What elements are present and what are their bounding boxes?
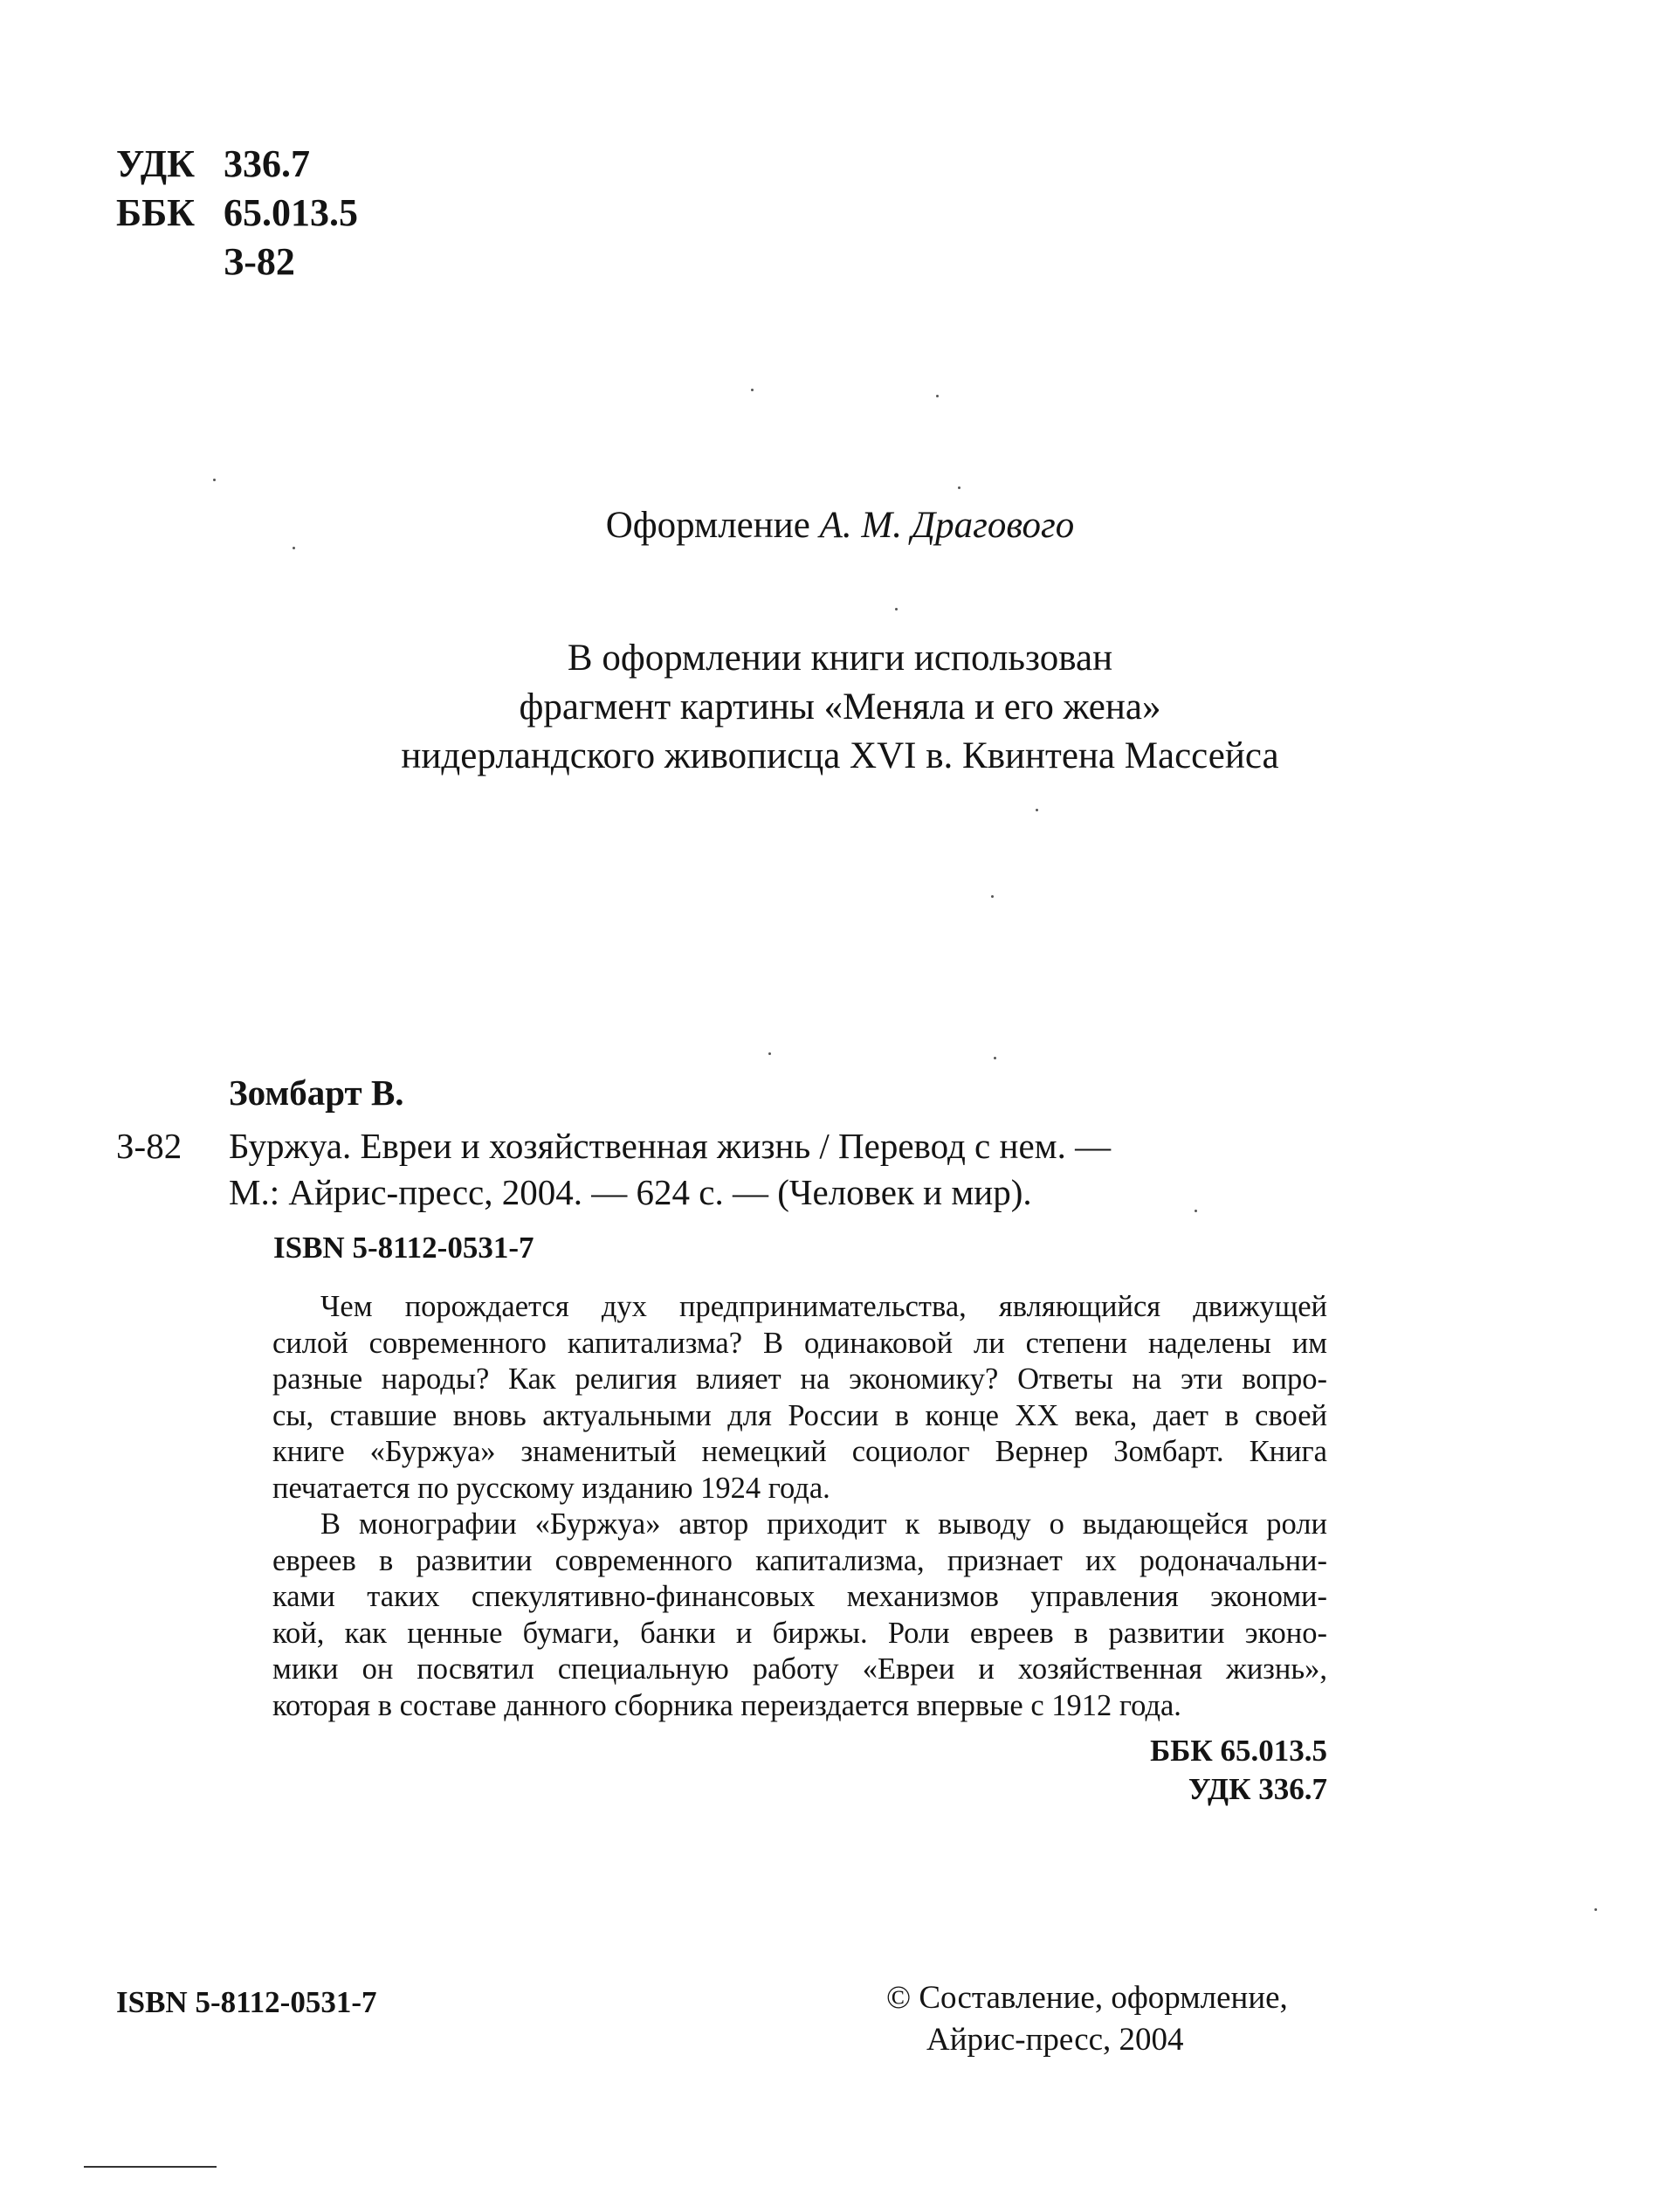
copyright-notice <box>886 1977 1288 2061</box>
author-sign: З-82 <box>224 240 295 283</box>
bbk-label: ББК <box>116 191 196 234</box>
scan-speck <box>994 1057 996 1059</box>
author-sign-row <box>116 238 358 286</box>
bbk-code: ББК 65.013.5 <box>1150 1734 1327 1768</box>
catalog-code: З-82 <box>116 1126 182 1166</box>
footer-rule <box>84 2166 217 2168</box>
scan-speck <box>895 608 898 610</box>
annotation-line: Чем порождается дух предпринимательства, являющийся движущей <box>320 1290 1327 1323</box>
scan-speck <box>1594 1908 1597 1911</box>
annotation-line: разные народы? Как религия влияет на экономику? Ответы на эти вопро- <box>272 1362 1327 1396</box>
scan-speck <box>213 479 216 481</box>
cover-note-line: В оформлении книги использован <box>567 638 1113 679</box>
codes-right <box>1150 1732 1327 1809</box>
udk-label: УДК <box>116 142 196 185</box>
annotation-line: евреев в развитии современного капитализма, признает их родоначальни- <box>272 1543 1327 1577</box>
udk-row <box>116 140 358 189</box>
scan-speck <box>751 389 754 391</box>
scan-speck <box>1036 809 1038 811</box>
annotation-line: В монографии «Буржуа» автор приходит к выводу о выдающейся роли <box>320 1507 1327 1541</box>
annotation-line: кой, как ценные бумаги, банки и биржы. Роли евреев в развитии эконо- <box>272 1616 1327 1650</box>
udk-value: 336.7 <box>224 142 310 185</box>
scan-speck <box>768 1052 771 1055</box>
bbk-value: 65.013.5 <box>224 191 358 234</box>
scan-speck <box>958 486 960 489</box>
design-credit <box>0 502 1680 549</box>
design-credit-prefix: Оформление <box>605 505 810 546</box>
annotation-line: сы, ставшие вновь актуальными для России в конце XX века, дает в своей <box>272 1398 1327 1432</box>
design-credit-name: А. М. Драговогo <box>819 505 1075 546</box>
copyright-line: Айрис-пресс, 2004 <box>926 2022 1184 2058</box>
cover-note <box>0 634 1680 781</box>
bib-title-line: Буржуа. Евреи и хозяйственная жизнь / Перевод с нем. — <box>229 1126 1112 1166</box>
scan-speck <box>936 395 939 397</box>
annotation-line: печатается по русскому изданию 1924 года. <box>272 1471 830 1505</box>
annotation <box>272 1289 1327 1724</box>
isbn-entry: ISBN 5-8112-0531-7 <box>273 1231 534 1265</box>
bbk-row <box>116 189 358 238</box>
scan-speck <box>991 895 994 898</box>
author-heading: Зомбарт В. <box>229 1072 404 1113</box>
cover-note-line: фрагмент картины «Меняла и его жена» <box>519 686 1161 728</box>
annotation-line: мики он посвятил специальную работу «Евреи и хозяйственная жизнь», <box>272 1652 1327 1686</box>
annotation-line: которая в составе данного сборника переиздается впервые с 1912 года. <box>272 1688 1181 1722</box>
annotation-line: силой современного капитализма? В одинаковой ли степени наделены им <box>272 1326 1327 1360</box>
classification-block <box>116 140 358 286</box>
bib-imprint-line: М.: Айрис-пресс, 2004. — 624 с. — (Человек и мир). <box>229 1172 1032 1212</box>
annotation-line: книге «Буржуа» знаменитый немецкий социолог Вернер Зомбарт. Книга <box>272 1435 1327 1468</box>
annotation-line: ками таких спекулятивно-финансовых механизмов управления экономи- <box>272 1580 1327 1613</box>
scan-speck <box>293 547 295 549</box>
isbn-footer: ISBN 5-8112-0531-7 <box>116 1985 377 2019</box>
cover-note-line: нидерландского живописца XVI в. Квинтена Массейса <box>401 735 1279 776</box>
udk-code: УДК 336.7 <box>1188 1772 1327 1806</box>
scan-speck <box>1195 1210 1197 1212</box>
copyright-line: © Составление, оформление, <box>886 1980 1288 2016</box>
